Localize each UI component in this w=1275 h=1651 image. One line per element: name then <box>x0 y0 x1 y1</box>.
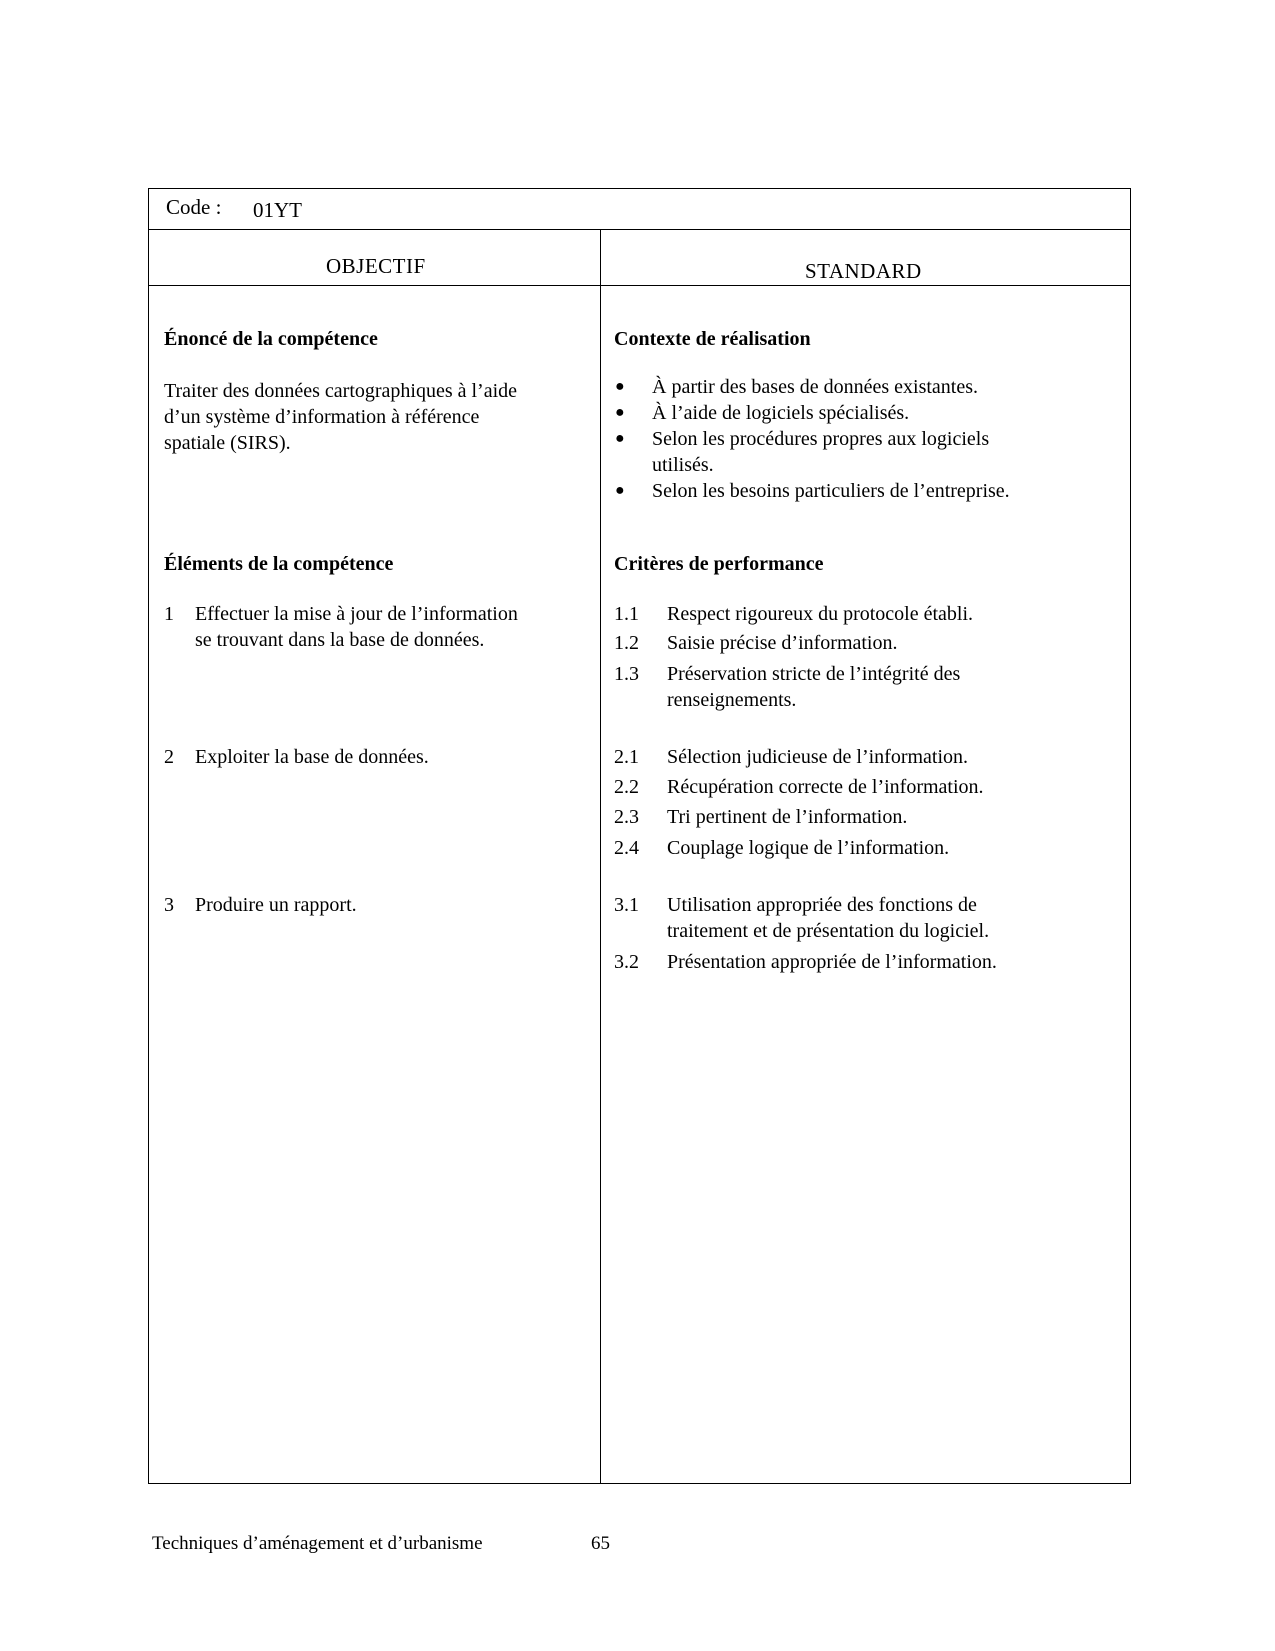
critere-text: Préservation stricte de l’intégrité des <box>667 663 961 685</box>
page-number: 65 <box>591 1533 610 1554</box>
code-label: Code : <box>166 195 222 219</box>
contexte-item: À l’aide de logiciels spécialisés. <box>652 402 910 424</box>
element-number: 3 <box>164 894 174 916</box>
critere-number: 1.1 <box>614 603 639 625</box>
code-value: 01YT <box>253 198 302 222</box>
critere-text: Utilisation appropriée des fonctions de <box>667 894 977 916</box>
critere-text: Sélection judicieuse de l’information. <box>667 746 969 768</box>
critere-number: 2.4 <box>614 837 639 859</box>
critere-number: 2.2 <box>614 776 639 798</box>
bullet-icon: ● <box>615 404 625 421</box>
critere-text: Respect rigoureux du protocole établi. <box>667 603 974 625</box>
critere-number: 1.2 <box>614 632 639 654</box>
footer-title: Techniques d’aménagement et d’urbanisme <box>152 1533 483 1554</box>
element-text: Exploiter la base de données. <box>195 746 429 768</box>
header-standard: STANDARD <box>805 259 922 283</box>
contexte-item: Selon les procédures propres aux logiciels <box>652 428 990 450</box>
critere-text: traitement et de présentation du logiciel. <box>667 920 990 942</box>
enonce-line: spatiale (SIRS). <box>164 432 291 454</box>
element-text: se trouvant dans la base de données. <box>195 629 485 651</box>
critere-number: 3.1 <box>614 894 639 916</box>
contexte-title: Contexte de réalisation <box>614 328 811 350</box>
element-number: 1 <box>164 603 174 625</box>
contexte-item: À partir des bases de données existantes. <box>652 376 979 398</box>
critere-number: 3.2 <box>614 951 639 973</box>
element-text: Produire un rapport. <box>195 894 357 916</box>
element-number: 2 <box>164 746 174 768</box>
element-text: Effectuer la mise à jour de l’information <box>195 603 518 625</box>
table-body <box>149 286 1130 1483</box>
code-row <box>149 189 1130 230</box>
contexte-item: utilisés. <box>652 454 714 476</box>
bullet-icon: ● <box>615 430 625 447</box>
bullet-icon: ● <box>615 378 625 395</box>
critere-number: 2.1 <box>614 746 639 768</box>
critere-text: Récupération correcte de l’information. <box>667 776 984 798</box>
header-objectif: OBJECTIF <box>326 254 426 278</box>
enonce-line: Traiter des données cartographiques à l’aide <box>164 380 518 402</box>
enonce-line: d’un système d’information à référence <box>164 406 480 428</box>
critere-number: 1.3 <box>614 663 639 685</box>
critere-number: 2.3 <box>614 806 639 828</box>
elements-title: Éléments de la compétence <box>164 553 394 575</box>
critere-text: Couplage logique de l’information. <box>667 837 950 859</box>
enonce-title: Énoncé de la compétence <box>164 328 378 350</box>
critere-text: renseignements. <box>667 689 797 711</box>
table-header-row <box>149 230 1130 286</box>
critere-text: Saisie précise d’information. <box>667 632 898 654</box>
critere-text: Tri pertinent de l’information. <box>667 806 908 828</box>
criteres-title: Critères de performance <box>614 553 824 575</box>
bullet-icon: ● <box>615 482 625 499</box>
competency-table <box>148 188 1131 1484</box>
contexte-item: Selon les besoins particuliers de l’entreprise. <box>652 480 1010 502</box>
critere-text: Présentation appropriée de l’information. <box>667 951 997 973</box>
